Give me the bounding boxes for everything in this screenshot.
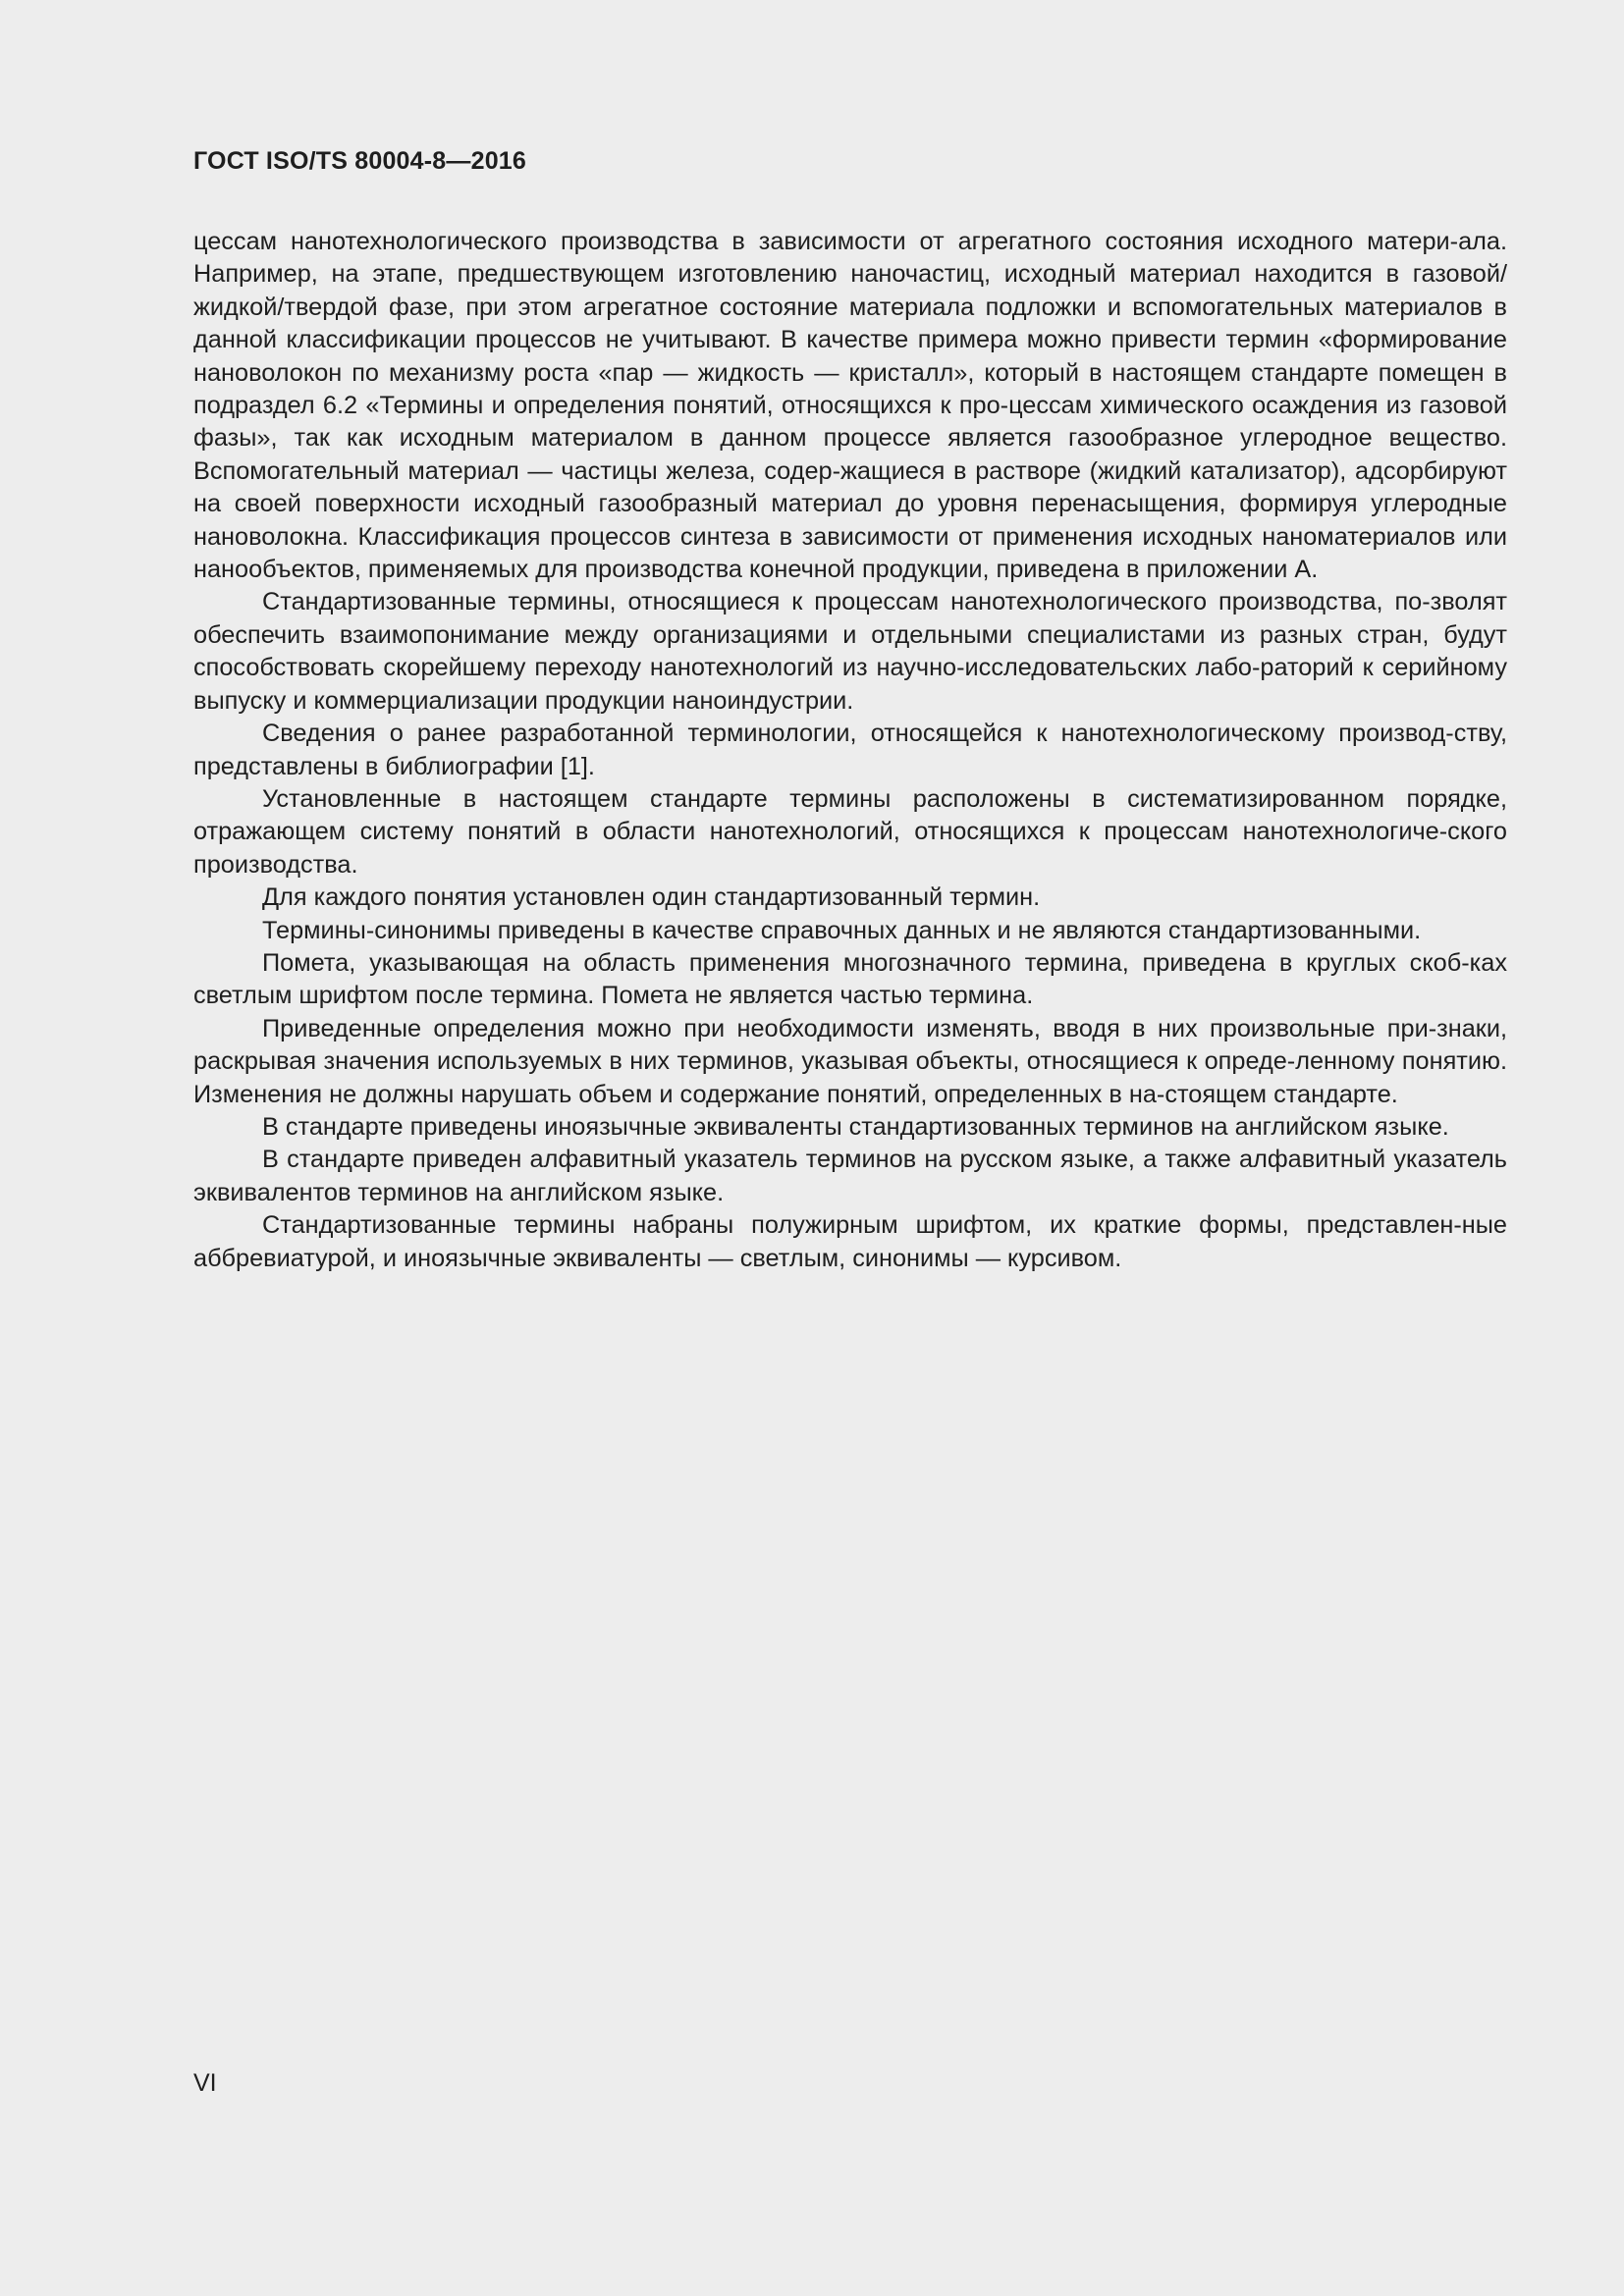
paragraph: Сведения о ранее разработанной терминологии, относящейся к нанотехнологическому производ-ству, представлены в библиографии [1]. bbox=[193, 720, 1507, 780]
document-header: ГОСТ ISO/TS 80004-8—2016 bbox=[193, 147, 527, 175]
paragraph: Термины-синонимы приведены в качестве справочных данных и не являются стандартизованными. bbox=[262, 916, 1422, 944]
paragraph: В стандарте приведены иноязычные эквиваленты стандартизованных терминов на английском языке. bbox=[262, 1112, 1449, 1141]
body-text bbox=[193, 226, 1507, 1275]
page-number: VI bbox=[193, 2069, 217, 2097]
paragraph: Установленные в настоящем стандарте термины расположены в систематизированном порядке, отражающем систему понятий в области нанотехнологий, относящихся к процессам нанотехнологиче-ского производства. bbox=[193, 784, 1507, 879]
paragraph: Стандартизованные термины, относящиеся к процессам нанотехнологического производства, по-зволят обеспечить взаимопонимание между организациями и отдельными специалистами из разных стран, будут способствовать скорейшему переходу нанотехнологий из научно-исследовательских лабо-раторий к серийному выпуску и коммерциализации продукции наноиндустрии. bbox=[193, 588, 1507, 715]
paragraph: Помета, указывающая на область применения многозначного термина, приведена в круглых скоб-ках светлым шрифтом после термина. Помета не является частью термина. bbox=[193, 948, 1507, 1010]
paragraph: Приведенные определения можно при необходимости изменять, вводя в них произвольные при-знаки, раскрывая значения используемых в них терминов, указывая объекты, относящиеся к опреде-ленному понятию. Изменения не должны нарушать объем и содержание понятий, определенных в на-стоящем стандарте. bbox=[193, 1014, 1507, 1108]
paragraph: В стандарте приведен алфавитный указатель терминов на русском языке, а также алфавитный указатель эквивалентов терминов на английском языке. bbox=[193, 1146, 1507, 1206]
paragraph: Для каждого понятия установлен один стандартизованный термин. bbox=[262, 883, 1041, 912]
paragraph-continuation: цессам нанотехнологического производства в зависимости от агрегатного состояния исходного матери-ала. Например, на этапе, предшествующем изготовлению наночастиц, исходный материал находится в газовой/жидкой/твердой фазе, при этом агрегатное состояние материала подложки и вспомогательных материалов в данной классификации процессов не учитывают. В качестве примера можно привести термин «формирование нановолокон по механизму роста «пар — жидкость — кристалл», который в настоящем стандарте помещен в подраздел 6.2 «Термины и определения понятий, относящихся к про-цессам химического осаждения из газовой фазы», так как исходным материалом в данном процессе является газообразное углеродное вещество. Вспомогательный материал — частицы железа, содер-жащиеся в растворе (жидкий катализатор), адсорбируют на своей поверхности исходный газообразный материал до уровня перенасыщения, формируя углеродные нановолокна. Классификация процессов синтеза в зависимости от применения исходных наноматериалов или нанообъектов, применяемых для производства конечной продукции, приведена в приложении А. bbox=[193, 228, 1507, 584]
paragraph: Стандартизованные термины набраны полужирным шрифтом, их краткие формы, представлен-ные аббревиатурой, и иноязычные эквиваленты — светлым, синонимы — курсивом. bbox=[193, 1211, 1507, 1272]
